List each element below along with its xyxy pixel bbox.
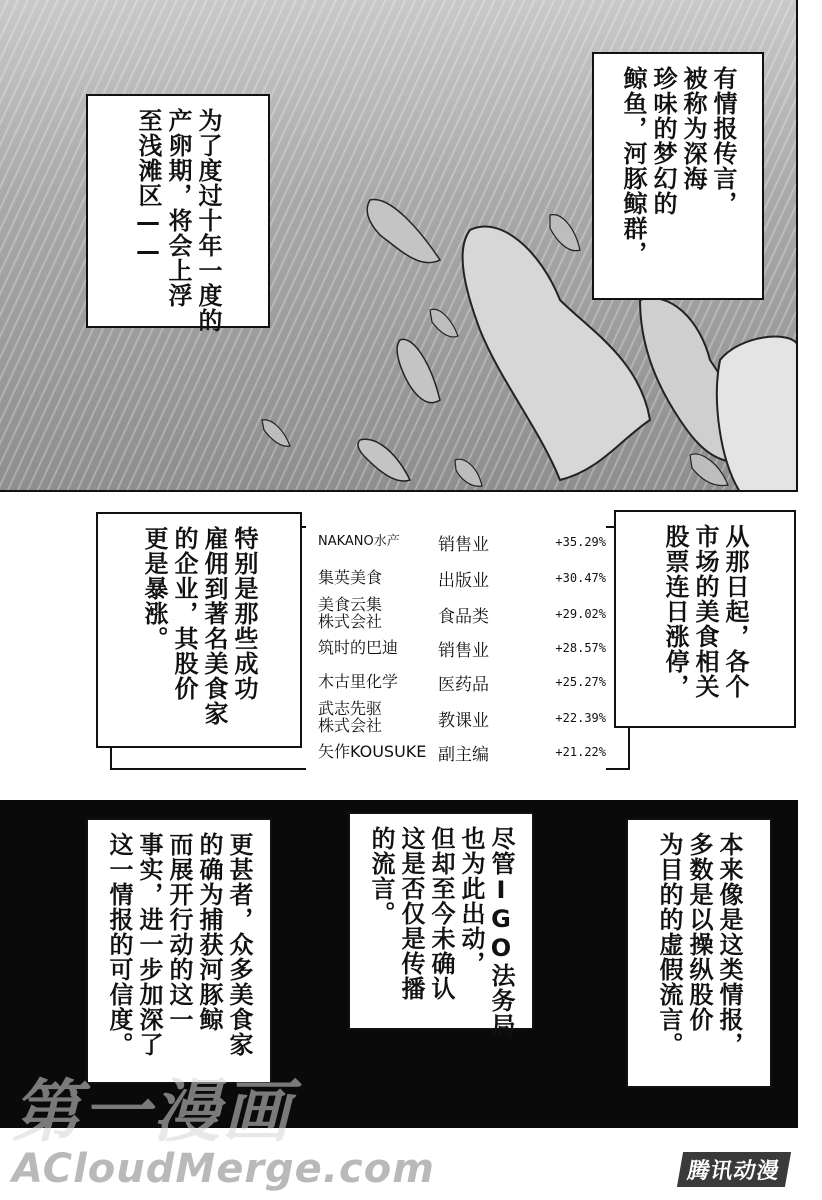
stock-company: 矢作KOUSUKE <box>318 741 427 761</box>
stock-change: +35.29% <box>555 535 606 549</box>
stock-company: 筑时的巴迪 <box>318 637 399 657</box>
stock-sector: 医药品 <box>438 674 489 695</box>
narration-box-spawning <box>86 94 270 333</box>
stock-row <box>306 632 606 664</box>
narration-line: 珍味的梦幻的 <box>649 66 677 216</box>
stock-company: 美食云集 株式会社 <box>318 595 383 631</box>
narration-line: 但却至今未确认 <box>427 826 455 1001</box>
narration-line: 产卵期，将会上浮 <box>164 108 192 308</box>
stock-change: +25.27% <box>555 675 606 689</box>
narration-line: 的流言。 <box>367 826 395 926</box>
stock-row <box>306 736 606 768</box>
narration-line: 鲸鱼，河豚鲸群， <box>619 66 647 266</box>
narration-line: 有情报传言， <box>709 66 737 216</box>
stock-row <box>306 698 606 738</box>
stock-sector: 副主编 <box>438 744 489 765</box>
stock-company: NAKANO水产 <box>318 534 400 550</box>
stock-company: 武志先驱 株式会社 <box>318 699 383 735</box>
stock-company: 集英美食 <box>318 567 383 587</box>
watermark-title: 第一漫画 <box>12 1073 293 1152</box>
stock-change: +30.47% <box>555 571 606 585</box>
narration-line: 股票连日涨停， <box>661 524 689 699</box>
narration-line: 本来像是这类情报， <box>715 832 743 1057</box>
narration-line: 的确为捕获河豚鲸 <box>195 832 223 1032</box>
narration-line: 为了度过十年一度的 <box>194 108 222 333</box>
narration-box-rumor <box>592 52 764 300</box>
narration-line: 被称为深海 <box>679 66 707 191</box>
narration-line: 至浅滩区—— <box>134 108 162 266</box>
narration-line: 而展开行动的这一 <box>165 832 193 1032</box>
underwater-panel <box>0 0 798 492</box>
narration-line: 的企业，其股价 <box>170 526 198 701</box>
narration-line: 事实，进一步加深了 <box>135 832 163 1057</box>
narration-line: 雇佣到著名美食家 <box>200 526 228 726</box>
narration-line: 从那日起，各个 <box>721 524 749 699</box>
watermark-site: ACloudMerge.com <box>12 1146 435 1192</box>
stock-table <box>306 524 606 770</box>
narration-line: 这一情报的可信度。 <box>105 832 133 1057</box>
stock-sector: 销售业 <box>438 640 489 661</box>
narration-line: 也为此出动， <box>457 826 485 976</box>
stock-row <box>306 562 606 594</box>
narration-box-false-rumor <box>626 818 772 1088</box>
stock-change: +28.57% <box>555 641 606 655</box>
narration-line: 多数是以操纵股价 <box>685 832 713 1032</box>
stock-row <box>306 526 606 558</box>
narration-line: 这是否仅是传播 <box>397 826 425 1001</box>
narration-line: 更甚者，众多美食家 <box>225 832 253 1057</box>
narration-box-igo <box>348 812 534 1038</box>
stock-change: +29.02% <box>555 607 606 621</box>
stock-row <box>306 594 606 634</box>
stock-company: 木古里化学 <box>318 671 399 691</box>
stock-change: +22.39% <box>555 711 606 725</box>
narration-line: 更是暴涨。 <box>140 526 168 651</box>
stock-sector: 食品类 <box>438 606 489 627</box>
stock-row <box>306 666 606 698</box>
stock-sector: 出版业 <box>438 570 489 591</box>
narration-line: 尽管IGO法务局 <box>487 826 515 1038</box>
narration-line: 为目的的虚假流言。 <box>655 832 683 1057</box>
narration-line: 市场的美食相关 <box>691 524 719 699</box>
narration-line: 特别是那些成功 <box>230 526 258 701</box>
narration-box-limit-up <box>614 510 796 728</box>
stock-change: +21.22% <box>555 745 606 759</box>
stock-sector: 销售业 <box>438 534 489 555</box>
stock-sector: 教课业 <box>438 710 489 731</box>
narration-box-famous-gourmets <box>96 512 302 748</box>
publisher-badge: 腾讯动漫 <box>677 1152 791 1187</box>
narration-box-credibility <box>86 818 272 1084</box>
